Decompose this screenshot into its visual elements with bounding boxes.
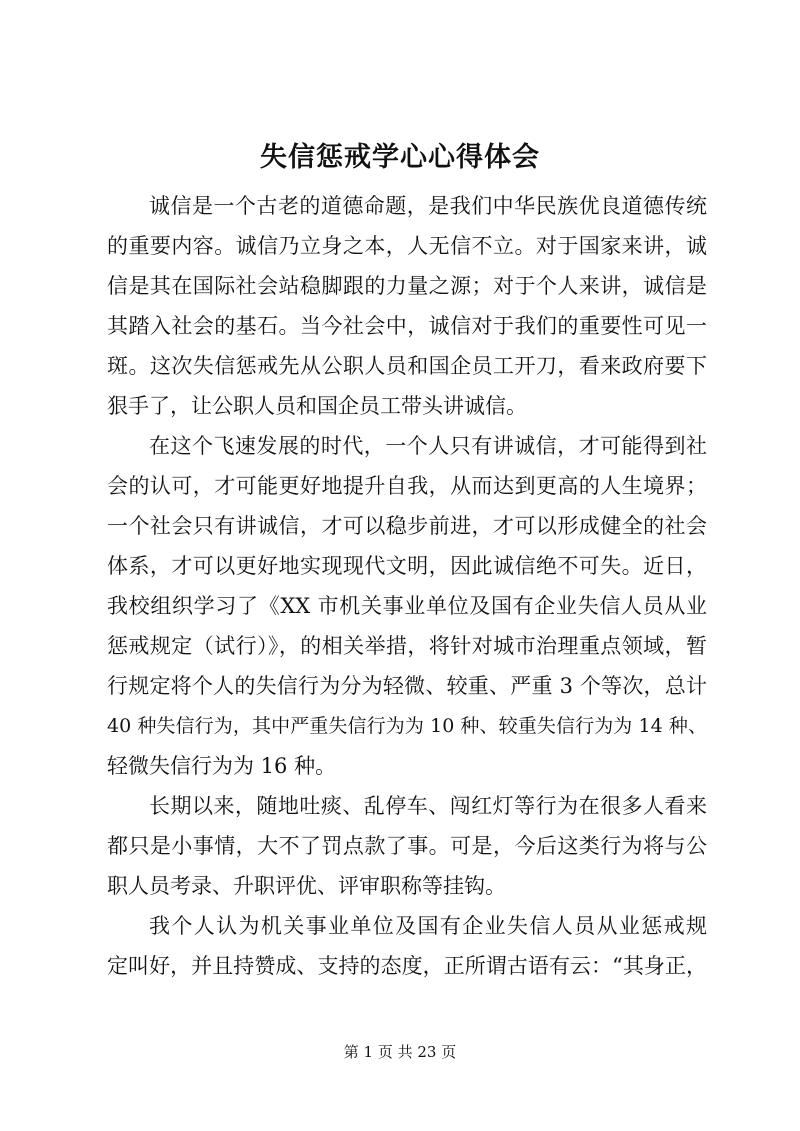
document-body bbox=[107, 186, 707, 986]
text-line: 都只是小事情，大不了罚点款了事。可是，今后这类行为将与公 bbox=[107, 834, 707, 858]
text-line: 在这个飞速发展的时代，一个人只有讲诚信，才可能得到社 bbox=[149, 434, 707, 458]
text-line: 行规定将个人的失信行为分为轻微、较重、严重 3 个等次，总计 bbox=[107, 674, 707, 698]
text-line: 轻微失信行为为 16 种。 bbox=[107, 754, 337, 778]
text-line: 职人员考录、升职评优、评审职称等挂钩。 bbox=[107, 874, 506, 898]
paragraph bbox=[107, 906, 707, 986]
page-indicator: 第 1 页 共 23 页 bbox=[343, 1043, 457, 1061]
paragraph bbox=[107, 186, 707, 426]
text-line: 定叫好，并且持赞成、支持的态度，正所谓古语有云：“其身正， bbox=[107, 954, 707, 978]
paragraph bbox=[107, 426, 707, 786]
text-line: 一个社会只有讲诚信，才可以稳步前进，才可以形成健全的社会 bbox=[107, 514, 707, 538]
text-line: 诚信是一个古老的道德命题，是我们中华民族优良道德传统 bbox=[149, 194, 707, 218]
text-line: 的重要内容。诚信乃立身之本，人无信不立。对于国家来讲，诚 bbox=[107, 234, 707, 258]
text-line: 惩戒规定（试行）》，的相关举措，将针对城市治理重点领域，暂 bbox=[107, 634, 707, 658]
text-line: 会的认可，才可能更好地提升自我，从而达到更高的人生境界； bbox=[107, 474, 707, 498]
text-line: 体系，才可以更好地实现现代文明，因此诚信绝不可失。近日， bbox=[107, 554, 707, 578]
text-line: 信是其在国际社会站稳脚跟的力量之源；对于个人来讲，诚信是 bbox=[107, 274, 707, 298]
document-title: 失信惩戒学心心得体会 bbox=[260, 142, 540, 173]
text-line: 其踏入社会的基石。当今社会中，诚信对于我们的重要性可见一 bbox=[107, 314, 707, 338]
text-line: 斑。这次失信惩戒先从公职人员和国企员工开刀，看来政府要下 bbox=[107, 354, 707, 378]
paragraph bbox=[107, 786, 707, 906]
text-line: 长期以来，随地吐痰、乱停车、闯红灯等行为在很多人看来 bbox=[149, 794, 707, 818]
text-line: 狠手了，让公职人员和国企员工带头讲诚信。 bbox=[107, 394, 527, 418]
text-line: 我校组织学习了《XX 市机关事业单位及国有企业失信人员从业 bbox=[107, 594, 707, 618]
text-line: 40 种失信行为，其中严重失信行为为 10 种、较重失信行为为 14 种、 bbox=[107, 715, 707, 737]
text-line: 我个人认为机关事业单位及国有企业失信人员从业惩戒规 bbox=[149, 914, 707, 938]
